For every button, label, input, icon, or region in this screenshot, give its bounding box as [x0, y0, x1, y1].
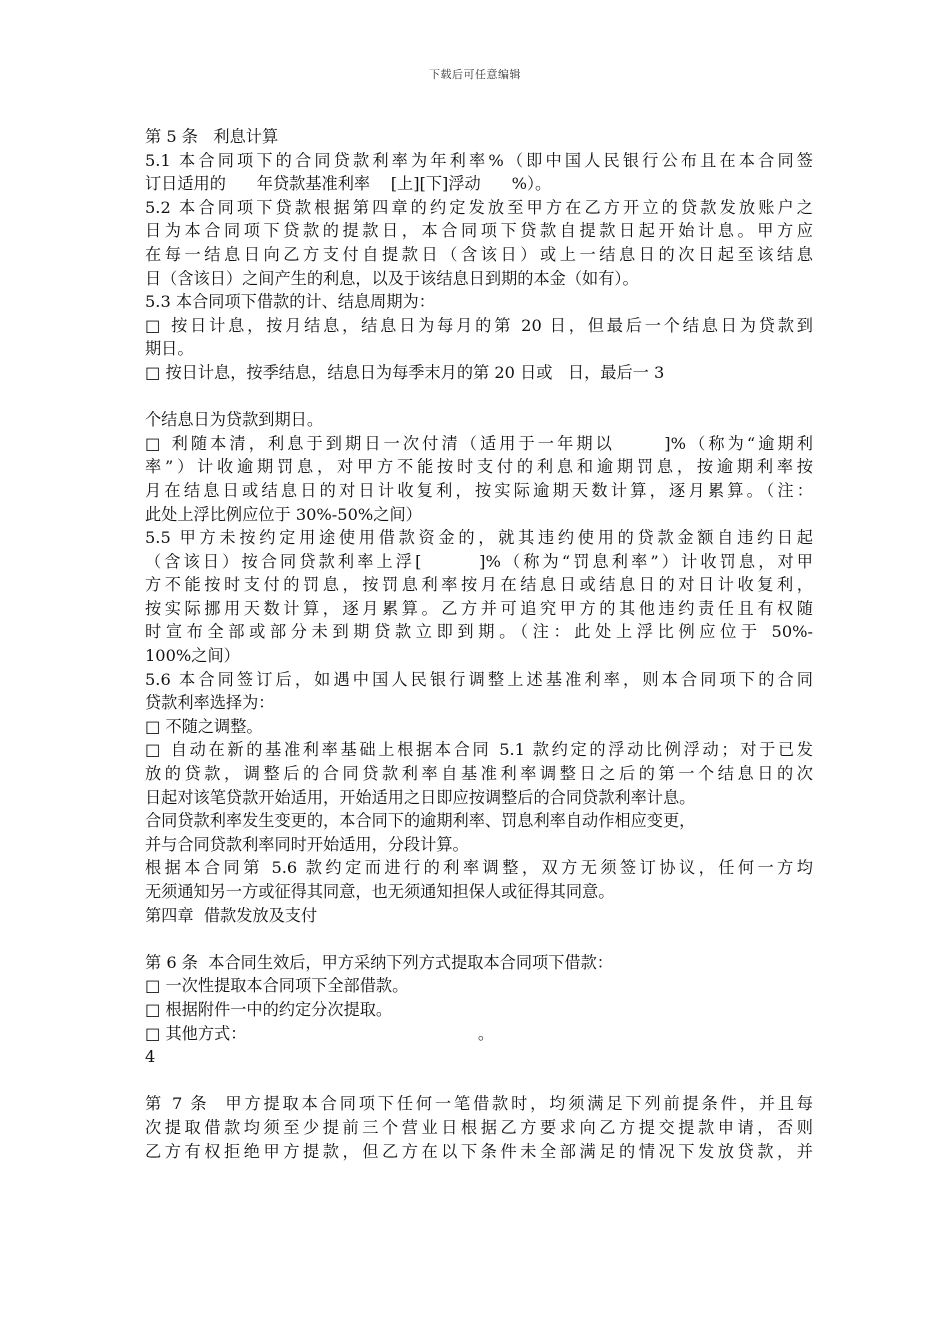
paragraph-line: 5.5 甲方未按约定用途使用借款资金的，就其违约使用的贷款金额自违约日起 [145, 528, 813, 548]
checkbox-option-line: □ 利随本清，利息于到期日一次付清（适用于一年期以 ]%（称为“逾期利 [145, 433, 813, 453]
paragraph-line: 5.1 本合同项下的合同贷款利率为年利率%（即中国人民银行公布且在本合同签 [145, 150, 813, 170]
section-heading-article-6: 第 6 条 本合同生效后，甲方采纳下列方式提取本合同项下借款： [145, 952, 613, 972]
blank-line [145, 927, 813, 951]
paragraph-line: 乙方有权拒绝甲方提款，但乙方在以下条件未全部满足的情况下发放贷款，并 [145, 1141, 813, 1161]
paragraph-line: 放的贷款，调整后的合同贷款利率自基准利率调整日之后的第一个结息日的次 [145, 764, 813, 784]
paragraph-line: 时宣布全部或部分未到期贷款立即到期。（注：此处上浮比例应位于 50%- [145, 622, 813, 642]
paragraph-line: （含该日）按合同贷款利率上浮[ ]%（称为“罚息利率”）计收罚息，对甲 [145, 551, 813, 571]
paragraph-line: 5.3 本合同项下借款的计、结息周期为： [145, 292, 435, 312]
section-heading-article-7: 第 7 条 甲方提取本合同项下任何一笔借款时，均须满足下列前提条件，并且每 [145, 1094, 813, 1114]
paragraph-line: 按实际挪用天数计算，逐月累算。乙方并可追究甲方的其他违约责任且有权随 [145, 598, 813, 618]
paragraph-line: 根据本合同第 5.6 款约定而进行的利率调整，双方无须签订协议，任何一方均 [145, 858, 813, 878]
paragraph-line: 次提取借款均须至少提前三个营业日根据乙方要求向乙方提交提款申请，否则 [145, 1117, 813, 1137]
paragraph-line: 5.6 本合同签订后，如遇中国人民银行调整上述基准利率，则本合同项下的合同 [145, 669, 813, 689]
paragraph-line: 5.2 本合同项下贷款根据第四章的约定发放至甲方在乙方开立的贷款发放账户之 [145, 197, 813, 217]
paragraph-line: 期日。 [145, 339, 194, 359]
checkbox-option-line: □ 按日计息，按季结息，结息日为每季末月的第 20 日或 日，最后一 3 [145, 362, 665, 382]
checkbox-option-line: □ 一次性提取本合同项下全部借款。 [145, 976, 409, 996]
blank-line [145, 385, 813, 409]
checkbox-option-line: □ 其他方式： 。 [145, 1023, 495, 1043]
checkbox-option-line: □ 根据附件一中的约定分次提取。 [145, 999, 393, 1019]
document-body [145, 125, 813, 1163]
paragraph-line: 日起对该笔贷款开始适用，开始适用之日即应按调整后的合同贷款利率计息。 [145, 787, 696, 807]
paragraph-line: 率”）计收逾期罚息，对甲方不能按时支付的利息和逾期罚息，按逾期利率按 [145, 457, 813, 477]
paragraph-line: 个结息日为贷款到期日。 [145, 410, 324, 430]
section-heading-article-5: 第 5 条 利息计算 [145, 127, 279, 146]
paragraph-line: 无须通知另一方或征得其同意，也无须通知担保人或征得其同意。 [145, 882, 615, 901]
page-header: 下载后可任意编辑 [429, 68, 521, 81]
paragraph-line: 贷款利率选择为： [145, 693, 275, 713]
paragraph-line: 月在结息日或结息日的对日计收复利，按实际逾期天数计算，逐月累算。（注： [145, 480, 813, 500]
paragraph-line: 此处上浮比例应位于 30%-50%之间） [145, 504, 422, 524]
paragraph-line: 订日适用的 年贷款基准利率 [上][下]浮动 %）。 [145, 174, 552, 194]
checkbox-option-line: □ 自动在新的基准利率基础上根据本合同 5.1 款约定的浮动比例浮动；对于已发 [145, 740, 813, 760]
paragraph-line: 方不能按时支付的罚息，按罚息利率按月在结息日或结息日的对日计收复利， [145, 575, 813, 595]
checkbox-option-line: □ 按日计息，按月结息，结息日为每月的第 20 日，但最后一个结息日为贷款到 [145, 315, 813, 335]
paragraph-line: 在每一结息日向乙方支付自提款日（含该日）或上一结息日的次日起至该结息 [145, 244, 813, 264]
paragraph-line: 日（含该日）之间产生的利息，以及于该结息日到期的本金（如有）。 [145, 268, 639, 288]
blank-line [145, 1069, 813, 1093]
paragraph-line: 合同贷款利率发生变更的，本合同下的逾期利率、罚息利率自动作相应变更， [145, 811, 696, 831]
checkbox-option-line: □ 不随之调整。 [145, 716, 263, 736]
chapter-heading-4: 第四章 借款发放及支付 [145, 905, 318, 925]
paragraph-line: 并与合同贷款利率同时开始适用，分段计算。 [145, 834, 469, 854]
page-number: 4 [145, 1047, 156, 1067]
paragraph-line: 100%之间） [145, 646, 240, 666]
paragraph-line: 日为本合同项下贷款的提款日，本合同项下贷款自提款日起开始计息。甲方应 [145, 221, 813, 241]
